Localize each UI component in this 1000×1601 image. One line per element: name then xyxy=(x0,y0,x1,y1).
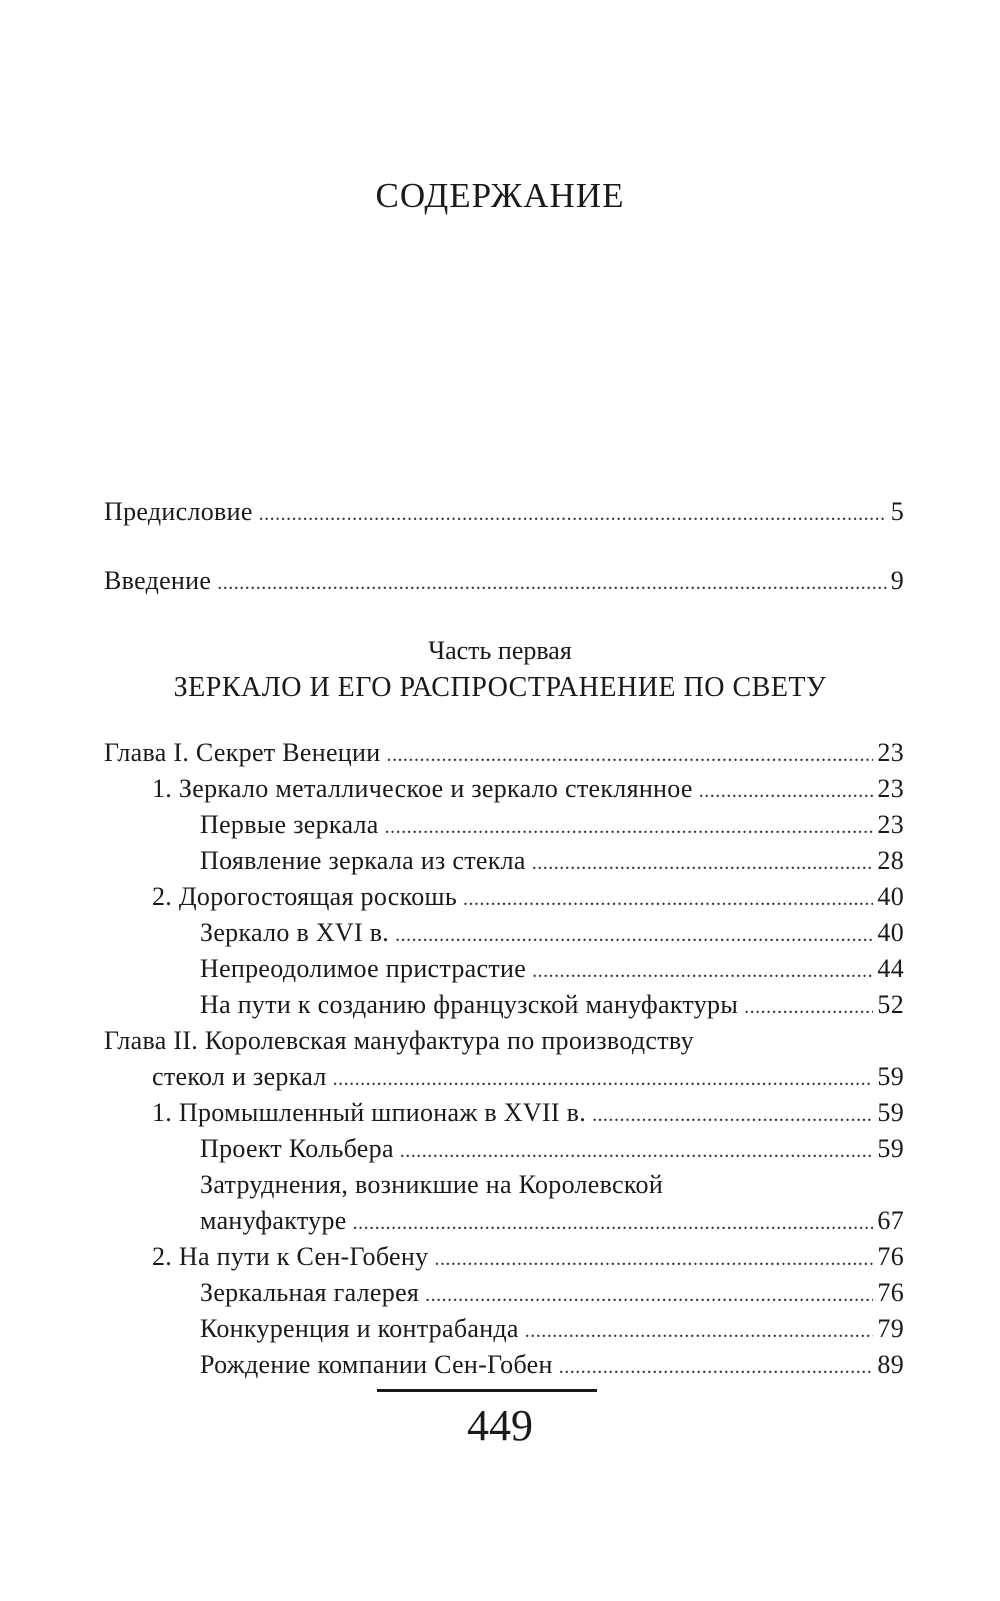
toc-entry-subsection[interactable] xyxy=(104,987,904,1023)
toc-entry-subsection[interactable] xyxy=(104,1311,904,1347)
toc-entry-section[interactable] xyxy=(104,1095,904,1131)
dot-leader xyxy=(425,1277,873,1313)
dot-leader xyxy=(353,1205,874,1241)
toc-entry-section[interactable] xyxy=(104,879,904,915)
toc-entry-label: мануфактуре xyxy=(200,1206,347,1235)
dot-leader xyxy=(525,1313,874,1349)
toc-entry-section[interactable] xyxy=(104,1239,904,1275)
toc-entry-label: 1. Промышленный шпионаж в XVII в. xyxy=(152,1098,587,1127)
dot-leader xyxy=(592,1097,873,1133)
toc-list xyxy=(104,735,904,1383)
toc-entry-page: 23 xyxy=(877,810,904,839)
page-number: 449 xyxy=(467,1401,533,1450)
footer-rule xyxy=(377,1389,597,1392)
toc-entry-subsection[interactable] xyxy=(104,1347,904,1383)
dot-leader xyxy=(559,1349,874,1385)
toc-entry-subsection[interactable] xyxy=(104,1131,904,1167)
dot-leader xyxy=(259,496,887,532)
toc-entry-page: 79 xyxy=(877,1314,904,1343)
dot-leader xyxy=(434,1241,873,1277)
toc-entry-chapter-2-line1[interactable]: Глава II. Королевская мануфактура по производству xyxy=(104,1026,694,1055)
toc-entry-label: Конкуренция и контрабанда xyxy=(200,1314,519,1343)
toc-entry-section[interactable] xyxy=(104,771,904,807)
toc-entry-subsection-line1[interactable]: Затруднения, возникшие на Королевской xyxy=(200,1170,664,1199)
toc-entry-preface[interactable] xyxy=(104,494,904,530)
toc-front-matter-2 xyxy=(104,563,904,599)
dot-leader xyxy=(532,845,874,881)
dot-leader xyxy=(333,1061,874,1097)
dot-leader xyxy=(217,565,886,601)
toc-entry-subsection[interactable] xyxy=(104,843,904,879)
dot-leader xyxy=(385,809,874,845)
toc-front-matter xyxy=(104,494,904,530)
toc-entry-subsection[interactable] xyxy=(104,951,904,987)
toc-entry-page: 59 xyxy=(877,1134,904,1163)
toc-entry-label: Рождение компании Сен-Гобен xyxy=(200,1350,553,1379)
dot-leader xyxy=(532,953,873,989)
toc-entry-label: стекол и зеркал xyxy=(152,1062,327,1091)
toc-entry-page: 28 xyxy=(877,846,904,875)
toc-entry-label: Введение xyxy=(104,566,212,595)
toc-entry-introduction[interactable] xyxy=(104,563,904,599)
part-title: ЗЕРКАЛО И ЕГО РАСПРОСТРАНЕНИЕ ПО СВЕТУ xyxy=(173,672,827,703)
toc-entry-label: Проект Кольбера xyxy=(200,1134,394,1163)
page-title: СОДЕРЖАНИЕ xyxy=(375,176,625,215)
toc-entry-page: 52 xyxy=(877,990,904,1019)
toc-entry-page: 40 xyxy=(877,882,904,911)
toc-entry-label: Глава I. Секрет Венеции xyxy=(104,738,381,767)
toc-entry-page: 76 xyxy=(877,1242,904,1271)
toc-entry-subsection[interactable] xyxy=(104,915,904,951)
toc-entry-label: 2. Дорогостоящая роскошь xyxy=(152,882,458,911)
toc-entry-subsection[interactable] xyxy=(104,807,904,843)
toc-entry-page: 23 xyxy=(877,774,904,803)
toc-entry-page: 5 xyxy=(890,497,904,526)
toc-entry-label: Непреодолимое пристрастие xyxy=(200,954,527,983)
toc-entry-subsection[interactable] xyxy=(104,1275,904,1311)
toc-entry-label: Первые зеркала xyxy=(200,810,379,839)
toc-entry-page: 89 xyxy=(877,1350,904,1379)
dot-leader xyxy=(744,989,873,1025)
toc-entry-page: 44 xyxy=(877,954,904,983)
toc-entry-label: Зеркало в XVI в. xyxy=(200,918,390,947)
dot-leader xyxy=(395,917,873,953)
toc-entry-subsection[interactable] xyxy=(104,1203,904,1239)
toc-entry-chapter-1[interactable] xyxy=(104,735,904,771)
dot-leader xyxy=(386,737,873,773)
dot-leader xyxy=(400,1133,874,1169)
toc-entry-page: 76 xyxy=(877,1278,904,1307)
toc-entry-page: 9 xyxy=(890,566,904,595)
toc-entry-page: 59 xyxy=(877,1098,904,1127)
toc-entry-page: 40 xyxy=(877,918,904,947)
toc-entry-label: 1. Зеркало металлическое и зеркало стеклянное xyxy=(152,774,693,803)
dot-leader xyxy=(463,881,873,917)
dot-leader xyxy=(699,773,874,809)
toc-entry-label: Предисловие xyxy=(104,497,253,526)
part-label: Часть первая xyxy=(428,636,572,665)
toc-entry-page: 67 xyxy=(877,1206,904,1235)
toc-entry-chapter-2[interactable] xyxy=(104,1059,904,1095)
toc-entry-label: Зеркальная галерея xyxy=(200,1278,420,1307)
toc-entry-label: На пути к созданию французской мануфактуры xyxy=(200,990,739,1019)
toc-entry-page: 59 xyxy=(877,1062,904,1091)
toc-entry-page: 23 xyxy=(877,738,904,767)
toc-entry-label: Появление зеркала из стекла xyxy=(200,846,526,875)
toc-entry-label: 2. На пути к Сен-Гобену xyxy=(152,1242,429,1271)
